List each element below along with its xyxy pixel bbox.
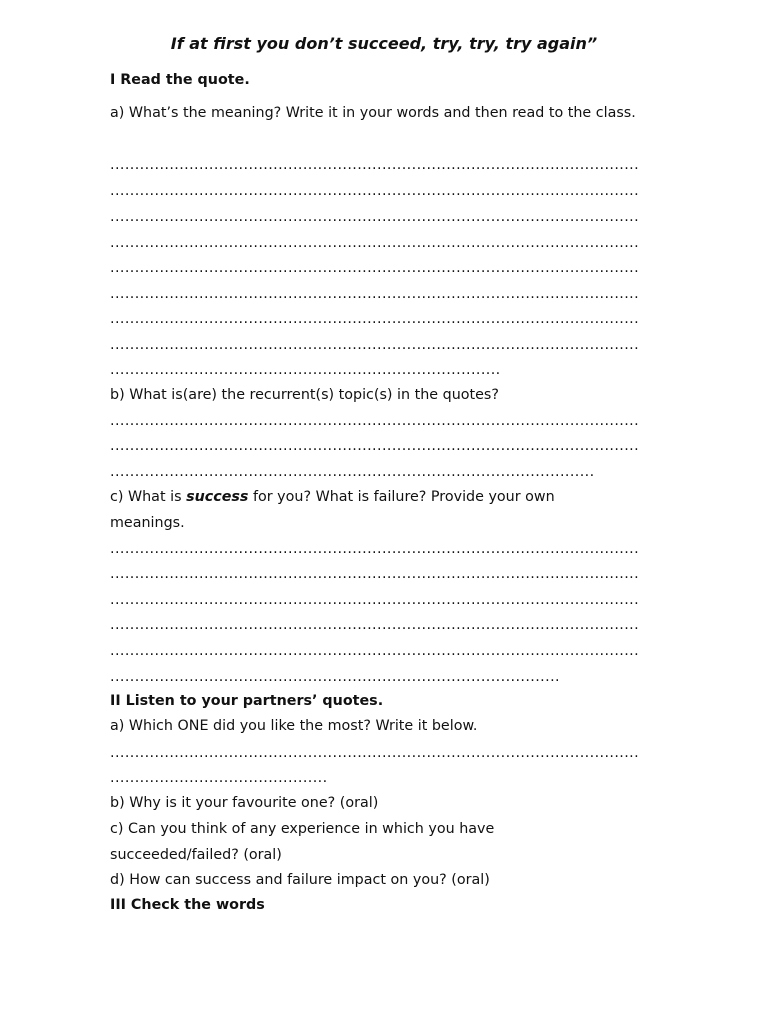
question-1c-prefix: c) What is — [110, 489, 187, 505]
answer-line[interactable]: ........................................................................................................... — [110, 311, 640, 327]
answer-line[interactable]: ........................................................................................................... — [110, 260, 640, 276]
answer-line[interactable]: ........................................................................................................... — [110, 541, 640, 557]
answer-line[interactable]: ........................................................................................................... — [110, 745, 640, 761]
success-emphasis: success — [186, 489, 249, 505]
answer-line[interactable]: ........................................................................................................... — [110, 337, 640, 353]
question-1b: b) What is(are) the recurrent(s) topic(s) in the quotes? — [110, 387, 499, 403]
answer-line[interactable]: ........................................................................................................... — [110, 157, 640, 173]
page-title: If at first you don’t succeed, try, try, try again” — [170, 34, 598, 53]
question-1c — [110, 488, 555, 506]
answer-line[interactable]: ........................................................................................................... — [110, 617, 640, 633]
question-2a: a) Which ONE did you like the most? Write it below. — [110, 718, 478, 734]
section-2-heading: II Listen to your partners’ quotes. — [110, 693, 384, 709]
question-2d: d) How can success and failure impact on you? (oral) — [110, 872, 490, 888]
question-1c-line2: meanings. — [110, 515, 185, 531]
answer-line[interactable]: ........................................................................................................... — [110, 643, 640, 659]
answer-line[interactable]: ........................................................................................................... — [110, 286, 640, 302]
answer-line[interactable]: ........................................................................................................... — [110, 566, 640, 582]
question-1c-suffix: for you? What is failure? Provide your own — [248, 489, 555, 505]
answer-line[interactable]: ........................................................................................................... — [110, 183, 640, 199]
question-1a: a) What’s the meaning? Write it in your words and then read to the class. — [110, 105, 636, 121]
answer-line[interactable]: ........................................................................................................... — [110, 413, 640, 429]
answer-line[interactable]: ........................................................................................................... — [110, 209, 640, 225]
section-3-heading: III Check the words — [110, 897, 265, 913]
question-2b: b) Why is it your favourite one? (oral) — [110, 795, 379, 811]
answer-line[interactable]: ........................................................................................... — [110, 669, 560, 685]
section-1-heading: I Read the quote. — [110, 72, 250, 88]
answer-line[interactable]: ........................................................................................................... — [110, 592, 640, 608]
question-2c-line2: succeeded/failed? (oral) — [110, 847, 282, 863]
answer-line[interactable]: ............................................................................... — [110, 362, 501, 378]
answer-line[interactable]: ............................................ — [110, 770, 328, 786]
question-2c: c) Can you think of any experience in which you have — [110, 821, 495, 837]
answer-line[interactable]: ........................................................................................................... — [110, 235, 640, 251]
answer-line[interactable]: ........................................................................................................... — [110, 438, 640, 454]
answer-line[interactable]: .................................................................................................. — [110, 464, 595, 480]
